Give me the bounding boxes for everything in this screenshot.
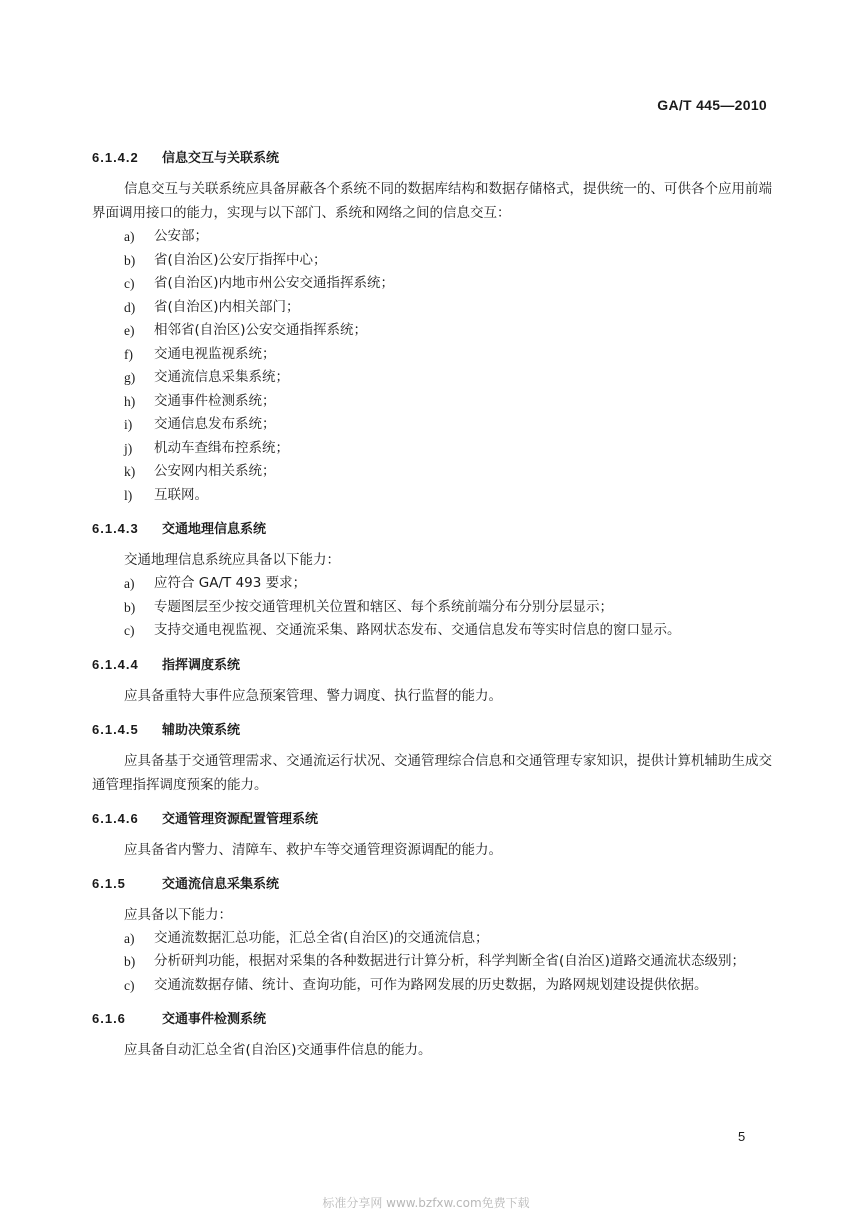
list-item-mark: a) [124, 930, 135, 946]
list-item-mark: j) [124, 440, 133, 456]
list-item [92, 366, 772, 390]
section-heading [92, 872, 772, 896]
section-heading [92, 653, 772, 677]
list-item-mark: c) [124, 623, 135, 638]
list-item [92, 974, 772, 998]
list-item-mark: c) [124, 977, 135, 993]
section-heading [92, 1007, 772, 1031]
list-item-text: 省(自治区)内相关部门； [154, 298, 300, 315]
list-item-mark: d) [124, 299, 136, 315]
list-item [92, 272, 772, 296]
section-paragraph: 信息交互与关联系统应具备屏蔽各个系统不同的数据库结构和数据存储格式，提供统一的、可供各个应用前端界面调用接口的能力，实现与以下部门、系统和网络之间的信息交互： [92, 181, 772, 221]
list-item-mark: c) [124, 276, 135, 291]
list-item-mark: b) [124, 599, 136, 615]
section-number: 6.1.6 [92, 1011, 126, 1026]
list-item-mark: h) [124, 393, 136, 409]
list-item-mark: a) [124, 576, 135, 591]
section-heading [92, 807, 772, 831]
section-number: 6.1.5 [92, 875, 126, 891]
list-item [92, 927, 772, 951]
list-item [92, 437, 772, 461]
list-item [92, 460, 772, 484]
document-body [92, 146, 772, 1072]
section-heading [92, 718, 772, 742]
section-paragraph: 应具备自动汇总全省(自治区)交通事件信息的能力。 [124, 1042, 432, 1058]
watermark: 标准分享网 www.bzfxw.com免费下载 [322, 1196, 530, 1210]
list-item-text: 省(自治区)公安厅指挥中心； [154, 251, 327, 268]
section-number: 6.1.4.4 [92, 656, 139, 672]
list-item [92, 572, 772, 596]
section-paragraph: 交通地理信息系统应具备以下能力： [124, 552, 340, 568]
list-item-text: 交通事件检测系统； [154, 392, 276, 409]
list-item-text: 支持交通电视监视、交通流采集、路网状态发布、交通信息发布等实时信息的窗口显示。 [154, 622, 681, 638]
list-item [92, 343, 772, 367]
list-item-mark: e) [124, 323, 135, 338]
section-title: 辅助决策系统 [162, 722, 241, 738]
list-item-text: 交通流数据汇总功能，汇总全省(自治区)的交通流信息； [154, 929, 489, 946]
page-number: 5 [738, 1129, 746, 1144]
list-item [92, 619, 772, 643]
section-heading [92, 146, 772, 170]
list-item-mark: b) [124, 252, 136, 268]
section-title: 交通地理信息系统 [162, 522, 267, 537]
section-heading [92, 517, 772, 541]
section-title: 信息交互与关联系统 [162, 151, 280, 166]
section-number: 6.1.4.6 [92, 810, 139, 826]
list-item-mark: g) [124, 370, 136, 385]
list-item-text: 交通电视监视系统； [154, 345, 276, 362]
list-item [92, 319, 772, 343]
section-paragraph: 应具备以下能力： [124, 906, 232, 923]
list-item-text: 应符合 GA/T 493 要求； [154, 575, 307, 591]
list-item-mark: f) [124, 346, 133, 362]
list-item [92, 225, 772, 249]
section-number: 6.1.4.5 [92, 721, 139, 737]
section-paragraph: 应具备重特大事件应急预案管理、警力调度、执行监督的能力。 [124, 687, 502, 704]
list-item-text: 交通流信息采集系统； [154, 369, 289, 385]
list-item-mark: i) [124, 417, 133, 432]
list-item [92, 484, 772, 508]
list-item [92, 413, 772, 437]
list-item-text: 专题图层至少按交通管理机关位置和辖区、每个系统前端分布分别分层显示； [154, 598, 613, 615]
standard-code: GA/T 445—2010 [657, 97, 767, 113]
section-number: 6.1.4.2 [92, 150, 139, 165]
list-item [92, 249, 772, 273]
list-item-text: 交通信息发布系统； [154, 416, 276, 432]
section-number: 6.1.4.3 [92, 521, 139, 536]
list-item-text: 分析研判功能，根据对采集的各种数据进行计算分析，科学判断全省(自治区)道路交通流状态级别； [154, 953, 746, 969]
list-item-mark: l) [124, 487, 133, 503]
list-item-text: 省(自治区)内地市州公安交通指挥系统； [154, 275, 395, 291]
list-item [92, 296, 772, 320]
section-title: 交通流信息采集系统 [162, 876, 280, 892]
list-item-text: 相邻省(自治区)公安交通指挥系统； [154, 322, 368, 338]
list-item-text: 公安部； [154, 228, 208, 244]
section-paragraph: 应具备省内警力、清障车、救护车等交通管理资源调配的能力。 [124, 841, 502, 858]
list-item-text: 公安网内相关系统； [154, 463, 276, 479]
list-item [92, 950, 772, 974]
list-item [92, 596, 772, 620]
list-item-mark: b) [124, 954, 136, 969]
list-item [92, 390, 772, 414]
section-title: 指挥调度系统 [162, 657, 241, 673]
list-item-mark: a) [124, 229, 135, 244]
section-title: 交通事件检测系统 [162, 1012, 267, 1027]
list-item-mark: k) [124, 464, 136, 479]
list-item-text: 互联网。 [154, 486, 208, 503]
section-paragraph: 应具备基于交通管理需求、交通流运行状况、交通管理综合信息和交通管理专家知识，提供计算机辅助生成交通管理指挥调度预案的能力。 [92, 752, 772, 793]
list-item-text: 机动车查缉布控系统； [154, 439, 289, 456]
section-title: 交通管理资源配置管理系统 [162, 811, 319, 827]
list-item-text: 交通流数据存储、统计、查询功能，可作为路网发展的历史数据，为路网规划建设提供依据。 [154, 976, 708, 993]
